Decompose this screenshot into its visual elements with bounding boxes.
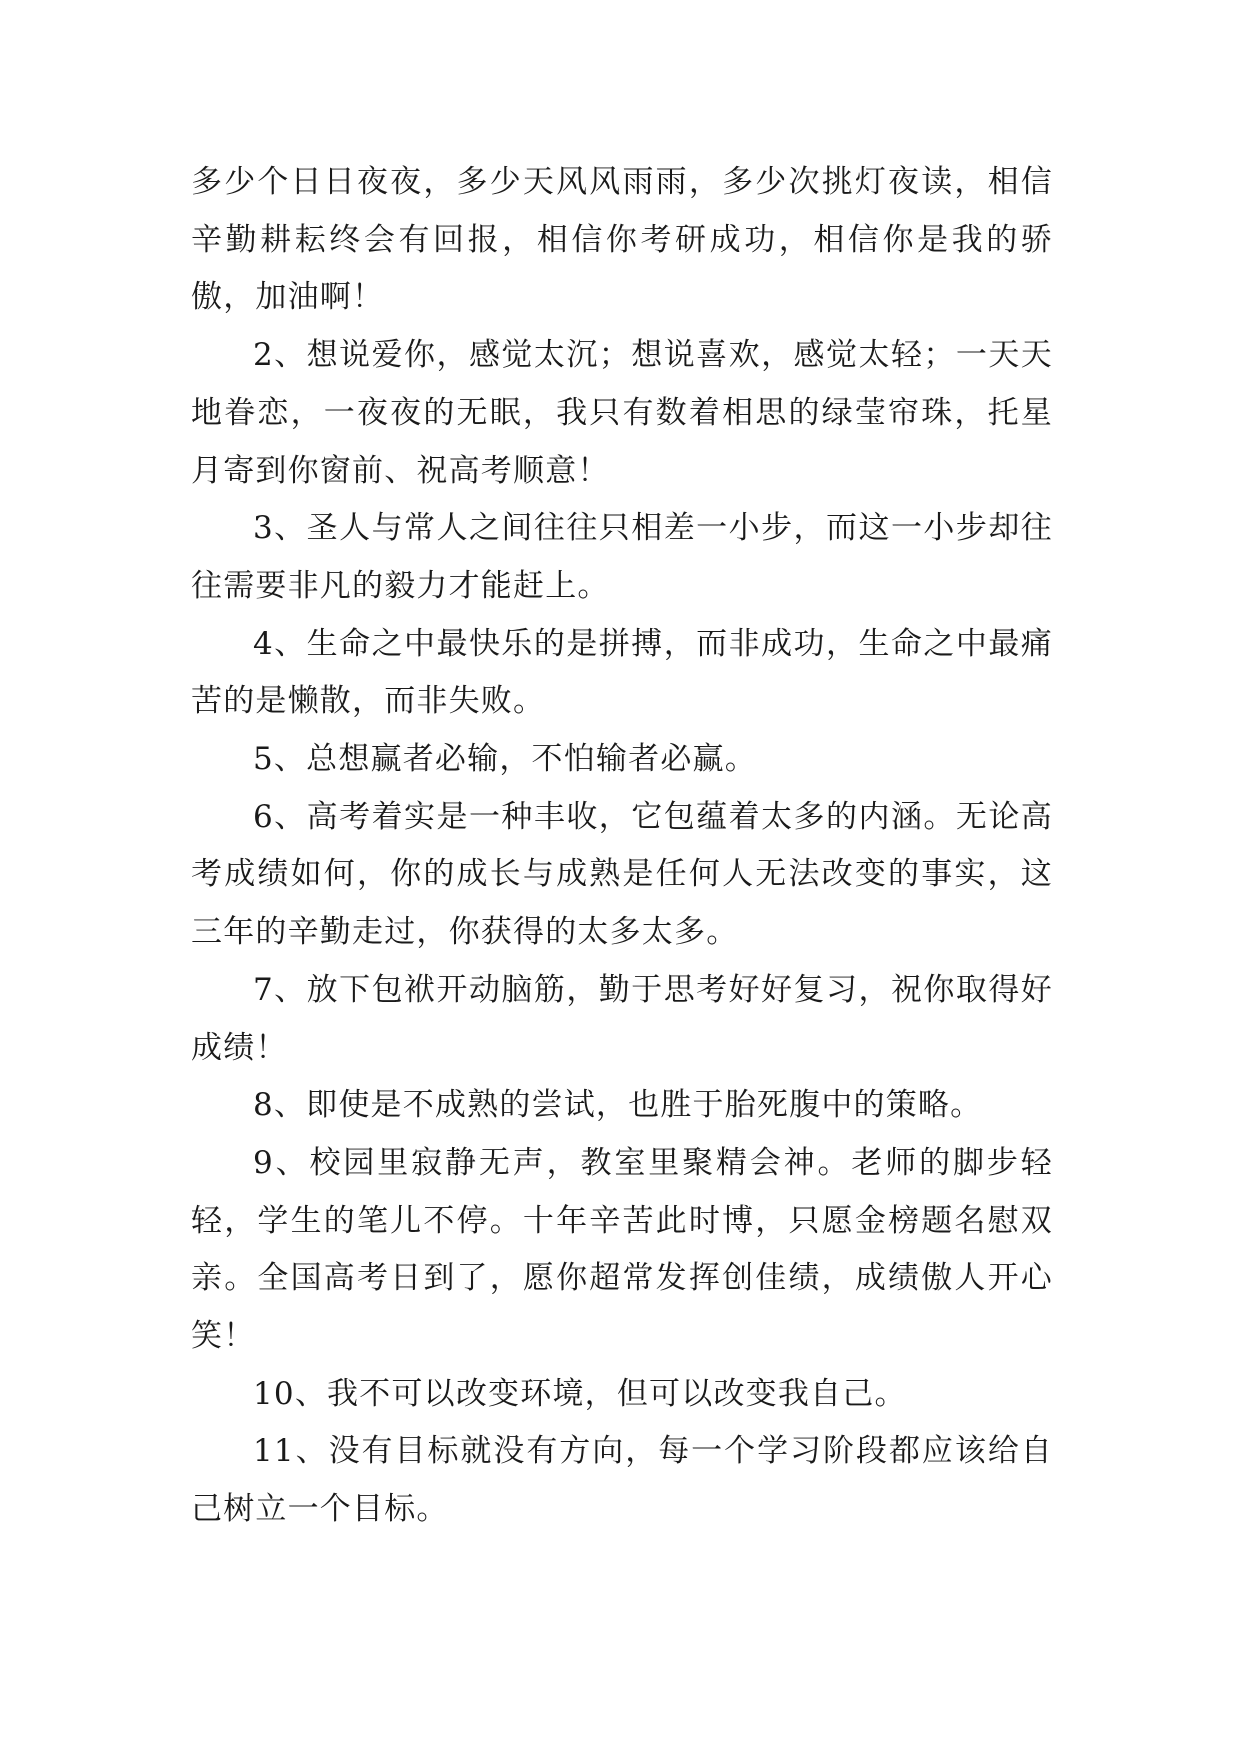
paragraph-7: 7、放下包袱开动脑筋，勤于思考好好复习，祝你取得好成绩！ [191, 971, 1053, 1066]
document-body [191, 154, 1053, 1539]
paragraph-11: 11、没有目标就没有方向，每一个学习阶段都应该给自己树立一个目标。 [191, 1433, 1053, 1528]
paragraph-3: 3、圣人与常人之间往往只相差一小步，而这一小步却往往需要非凡的毅力才能赶上。 [191, 510, 1053, 604]
paragraph-6: 6、高考着实是一种丰收，它包蕴着太多的内涵。无论高考成绩如何，你的成长与成熟是任何人无法改变的事实，这三年的辛勤走过，你获得的太多太多。 [191, 798, 1053, 951]
paragraph-5: 5、总想赢者必输，不怕输者必赢。 [253, 741, 757, 778]
paragraph-4: 4、生命之中最快乐的是拼搏，而非成功，生命之中最痛苦的是懒散，而非失败。 [191, 625, 1053, 720]
paragraph-8: 8、即使是不成熟的尝试，也胜于胎死腹中的策略。 [253, 1087, 983, 1124]
paragraph-9: 9、校园里寂静无声，教室里聚精会神。老师的脚步轻轻，学生的笔儿不停。十年辛苦此时博，只愿金榜题名慰双亲。全国高考日到了，愿你超常发挥创佳绩，成绩傲人开心笑！ [191, 1144, 1053, 1355]
paragraph-10: 10、我不可以改变环境，但可以改变我自己。 [253, 1375, 907, 1412]
paragraph-2: 2、想说爱你，感觉太沉；想说喜欢，感觉太轻；一天天地眷恋，一夜夜的无眠，我只有数着相思的绿莹帘珠，托星月寄到你窗前、祝高考顺意！ [191, 337, 1053, 489]
paragraph-1-continued: 多少个日日夜夜，多少天风风雨雨，多少次挑灯夜读，相信辛勤耕耘终会有回报，相信你考研成功，相信你是我的骄傲，加油啊！ [191, 164, 1053, 316]
